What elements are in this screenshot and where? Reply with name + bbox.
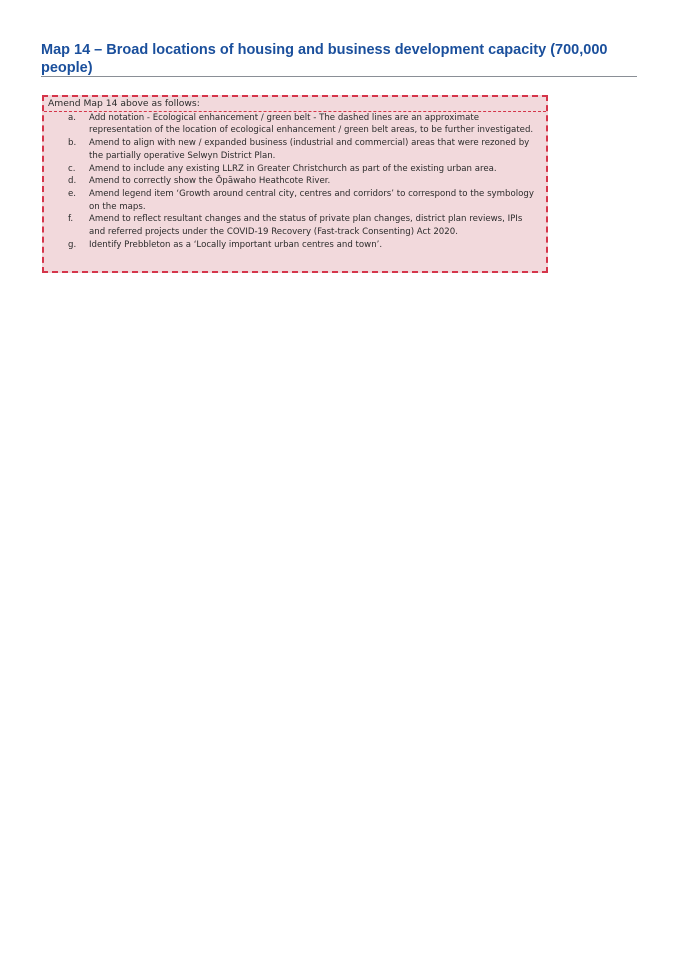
amendment-item-text: Amend to correctly show the Ōpāwaho Heathcote River. xyxy=(89,176,331,187)
amendment-item-letter: c. xyxy=(68,163,76,174)
amendment-item-b xyxy=(50,137,540,162)
amendment-item-e xyxy=(50,188,540,213)
amendment-item-a xyxy=(50,112,540,137)
amendment-item-text: Add notation - Ecological enhancement / green belt - The dashed lines are an approximate representation of the location of ecological enhancement / green belt areas, to be further investigated. xyxy=(89,112,534,136)
amendment-item-d xyxy=(50,175,540,188)
amendment-item-text: Amend to reflect resultant changes and the status of private plan changes, district plan reviews, IPIs and referred projects under the COVID-19 Recovery (Fast-track Consenting) Act 2020. xyxy=(89,214,523,238)
amendment-item-letter: b. xyxy=(68,138,77,149)
heading-divider xyxy=(41,76,637,77)
amendment-list xyxy=(50,112,540,252)
page-title: Map 14 – Broad locations of housing and business development capacity (700,000 people) xyxy=(41,42,608,76)
amendment-item-g xyxy=(50,239,540,252)
amendment-item-text: Amend to include any existing LLRZ in Greater Christchurch as part of the existing urban area. xyxy=(89,163,497,174)
amendment-box xyxy=(42,95,548,273)
amendment-item-text: Amend to align with new / expanded business (industrial and commercial) areas that were rezoned by the partially operative Selwyn District Plan. xyxy=(89,138,530,161)
amendment-item-text: Amend legend item ‘Growth around central city, centres and corridors’ to correspond to the symbology on the maps. xyxy=(89,188,534,212)
amendment-item-c xyxy=(50,163,540,176)
amendment-intro: Amend Map 14 above as follows: xyxy=(44,98,546,112)
amendment-item-letter: g. xyxy=(68,239,77,250)
amendment-item-letter: a. xyxy=(68,112,76,123)
amendment-item-f xyxy=(50,213,540,238)
amendment-item-text: Identify Prebbleton as a ‘Locally important urban centres and town’. xyxy=(89,239,383,250)
amendment-item-letter: d. xyxy=(68,176,77,187)
amendment-item-letter: f. xyxy=(68,214,74,225)
amendment-item-letter: e. xyxy=(68,188,77,199)
